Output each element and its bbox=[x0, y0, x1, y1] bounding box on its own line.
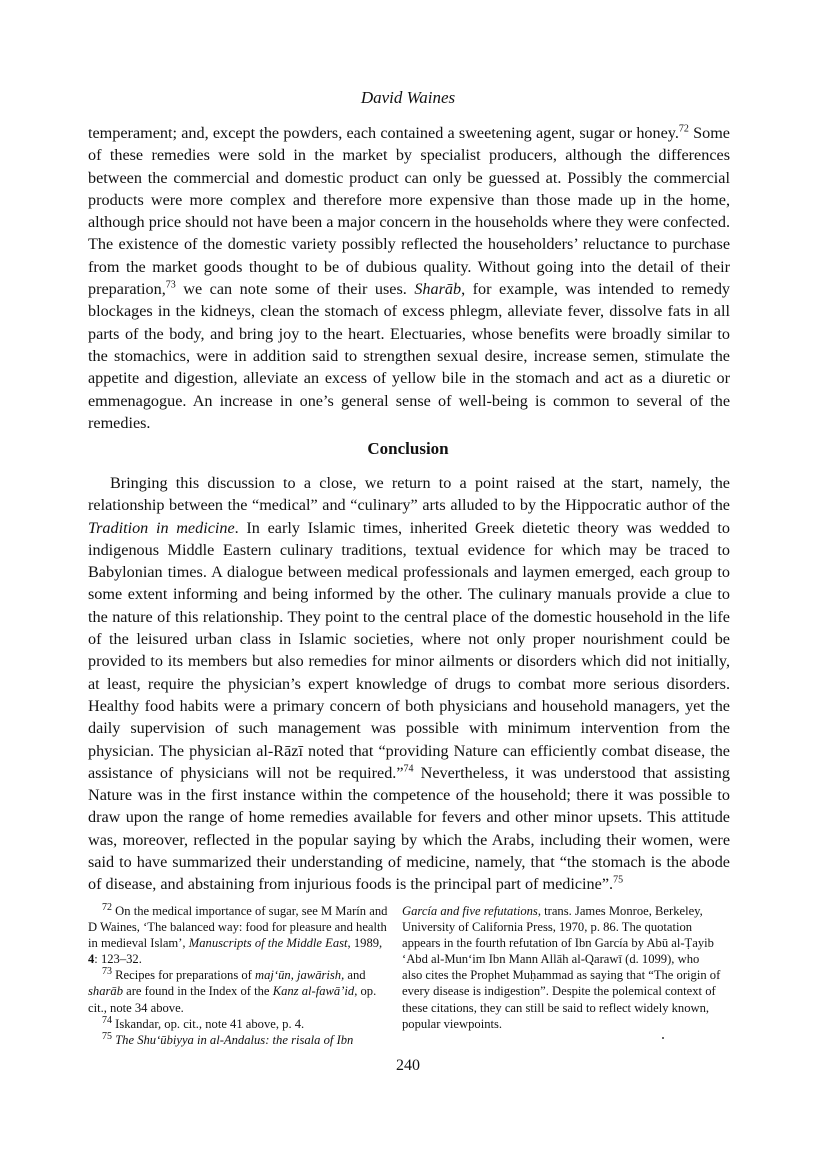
text-run: we can note some of their uses. bbox=[175, 280, 415, 299]
footnote-ref-72: 72 bbox=[678, 123, 689, 135]
text-run: Recipes for preparations of bbox=[112, 968, 256, 983]
footnote-number: 72 bbox=[102, 901, 112, 913]
text-run: Nevertheless, it was understood that assisting Nature was in the first instance within the competence of the household; there it was possible to draw upon the range of home remedies available for fevers and other minor upsets. This attitude was, moreover, reflected in the popular saying by which the Arabs, including their women, were said to have summarized their understanding of medicine, namely, that “the stomach is the abode of disease, and abstaining from injurious foods is the principal part of medicine”. bbox=[88, 763, 730, 894]
text-run: , for example, was intended to remedy blockages in the kidneys, clean the stomach of excess phlegm, alleviate fever, dissolve fats in all parts of the body, and bring joy to the heart. Electuaries, whose benefits were broadly similar to the stomachics, were in addition said to strengthen sexual desire, increase semen, stimulate the appetite and digestion, alleviate an excess of yellow bile in the stomach and act as a diuretic or emmenagogue. An increase in one’s general sense of well-being is common to several of the remedies. bbox=[88, 280, 731, 432]
text-run: . In early Islamic times, inherited Greek dietetic theory was wedded to indigenous Middle Eastern culinary traditions, textual evidence for which may be traced to Babylonian times. A dialogue between medical professionals and laymen emerged, each group to some extent informing and being informed by the other. The culinary manuals provide a clue to the nature of this relationship. They point to the central place of the domestic household in the life of the leisured urban class in Islamic societies, where not only proper nourishment could be provided to its members but also remedies for minor ailments or disorders which did not initially, at least, require the physician’s expert knowledge of drugs to combat more serious disorders. Healthy food habits were a primary concern of both physicians and household managers, yet the daily supervision of such management was possible with minimum intervention from the physician. The physician al-Rāzī noted that “providing Nature can efficiently combat disease, the assistance of physicians will not be required.” bbox=[88, 518, 731, 782]
italic-term: sharāb bbox=[88, 984, 123, 999]
footnote-74 bbox=[88, 1016, 388, 1032]
stray-mark bbox=[662, 1037, 664, 1039]
text-run: , op. cit., note 34 above. bbox=[88, 984, 377, 1015]
body-paragraph-2 bbox=[88, 472, 730, 896]
footnote-ref-74: 74 bbox=[403, 763, 414, 775]
running-header: David Waines bbox=[360, 88, 456, 107]
term-sharab: Sharāb bbox=[414, 280, 462, 299]
footnote-ref-73: 73 bbox=[165, 279, 176, 291]
book-title: García and five refutations bbox=[402, 904, 538, 918]
footnote-72 bbox=[88, 903, 388, 967]
footnotes-left-column bbox=[88, 903, 388, 1048]
text-run: Some of these remedies were sold in the market by specialist producers, although the differences between the commercial and domestic product can only be guessed at. Possibly the commercial products were more complex and therefore more expensive than those made up in the home, although price should not have been a major concern in the households where they were confected. The existence of the domestic variety possibly reflected the householders’ reluctance to purchase from the market goods thought to be of dubious quality. Without going into the detail of their preparation, bbox=[88, 124, 730, 299]
text-run: : 123–32. bbox=[94, 952, 142, 967]
footnote-75 bbox=[88, 1032, 388, 1048]
journal-title: Manuscripts of the Middle East bbox=[188, 936, 348, 951]
footnote-75-continued bbox=[402, 903, 722, 1032]
italic-term: maj‘ūn, jawārish, bbox=[255, 968, 345, 983]
footnote-ref-75: 75 bbox=[613, 874, 624, 886]
footnote-number: 74 bbox=[102, 1014, 112, 1026]
footnote-73 bbox=[88, 967, 388, 1015]
volume-number: 4 bbox=[88, 952, 95, 967]
text-run: Bringing this discussion to a close, we return to a point raised at the start, namely, the relationship between the “medical” and “culinary” arts alluded to by the Hippocratic author of the bbox=[88, 474, 730, 515]
text-run: Iskandar, op. cit., note 41 above, p. 4. bbox=[112, 1016, 305, 1031]
text-run: temperament; and, except the powders, each contained a sweetening agent, sugar or honey. bbox=[88, 124, 679, 142]
text-run: are found in the Index of the bbox=[123, 984, 273, 999]
footnote-number: 75 bbox=[102, 1030, 112, 1042]
text-run: , 1989, bbox=[347, 936, 383, 951]
text-run: and bbox=[344, 968, 366, 983]
text-run: On the medical importance of sugar, see M Marín and D Waines, ‘The balanced way: food for pleasure and health in medieval Islam’, bbox=[88, 904, 388, 951]
section-heading: Conclusion bbox=[367, 439, 449, 458]
footnotes-right-column bbox=[402, 903, 722, 1032]
page-number: 240 bbox=[396, 1057, 420, 1074]
text-run: , trans. James Monroe, Berkeley, University of California Press, 1970, p. 86. The quotation appears in the fourth refutation of Ibn García by Abū al-Ṭayib ‘Abd al-Mun‘im Ibn Mann Allāh al-Qarawī (d. 1099), who also cites the Prophet Muḥammad as saying that “The origin of every disease is indigestion”. Despite the polemical context of these citations, they can still be said to reflect widely known, popular viewpoints. bbox=[402, 904, 721, 1031]
italic-term: Kanz al-fawā’id bbox=[272, 984, 355, 999]
footnote-number: 73 bbox=[102, 966, 112, 978]
body-paragraph-1 bbox=[88, 122, 730, 434]
book-title: The Shu‘ūbiyya in al-Andalus: the risala of Ibn bbox=[112, 1032, 354, 1047]
title-tradition-in-medicine: Tradition in medicine bbox=[88, 518, 235, 537]
